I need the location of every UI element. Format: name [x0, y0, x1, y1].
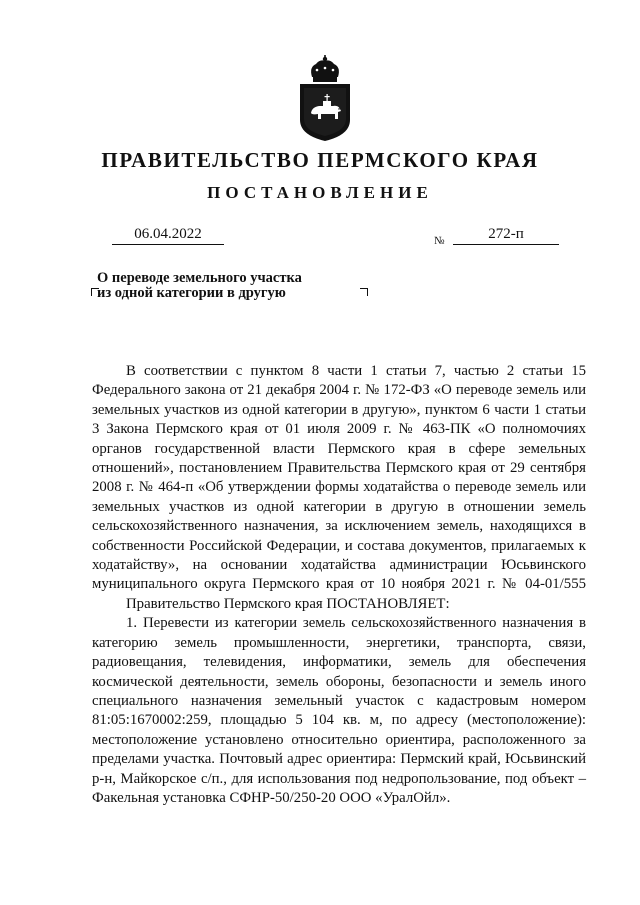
document-body	[92, 362, 586, 808]
document-subject	[97, 271, 302, 301]
subject-line-1: О переводе земельного участка	[97, 270, 302, 286]
document-type: ПОСТАНОВЛЕНИЕ	[207, 183, 433, 202]
subject-bracket-right	[360, 288, 368, 296]
document-number: 272-п	[453, 226, 559, 245]
body-paragraph-preamble: В соответствии с пунктом 8 части 1 статьи 7, частью 2 статьи 15 Федерального закона от 21 декабря 2004 г. № 172-ФЗ «О переводе земель или земельных участков из одной категории в другую», пунктом 6 части 1 статьи 3 Закона Пермского края от 01 июля 2009 г. № 463-ПК «О полномочиях органов государственной власти Пермского края в сфере земельных отношений», постановлением Правительства Пермского края от 29 сентября 2008 г. № 464-п «Об утверждении формы ходатайства о переводе земель или земельных участков из одной категории в другую в отношении земель сельскохозяйственного назначения, за исключением земель, находящихся в собственности Российской Федерации, и состава документов, прилагаемых к ходатайству», на основании ходатайства администрации Юсьвинского муниципального округа Пермского края от 10 ноября 2021 г. № 04-01/555	[92, 363, 586, 593]
government-title: ПРАВИТЕЛЬСТВО ПЕРМСКОГО КРАЯ	[101, 148, 539, 172]
body-paragraph-resolves: Правительство Пермского края ПОСТАНОВЛЯЕТ:	[126, 595, 450, 612]
number-sign: №	[434, 235, 445, 247]
subject-line-2: из одной категории в другую	[97, 285, 286, 301]
body-paragraph-item-1: 1. Перевести из категории земель сельскохозяйственного назначения в категорию земель промышленности, энергетики, транспорта, связи, радиовещания, телевидения, информатики, земель для обеспечения космической деятельности, земель обороны, безопасности и земель иного специального назначения земельный участок с кадастровым номером 81:05:1670002:259, площадью 5 104 кв. м, по адресу (местоположение): местоположение установлено относительно ориентира, расположенного за пределами участка. Почтовый адрес ориентира: Пермский край, Юсьвинский р-н, Майкорское с/п., для использования под недропользование, под объект – Факельная установка СФНР-50/250-20 ООО «УралОйл».	[92, 615, 586, 806]
perm-krai-coat-of-arms-icon	[295, 55, 355, 145]
document-date: 06.04.2022	[112, 226, 224, 245]
